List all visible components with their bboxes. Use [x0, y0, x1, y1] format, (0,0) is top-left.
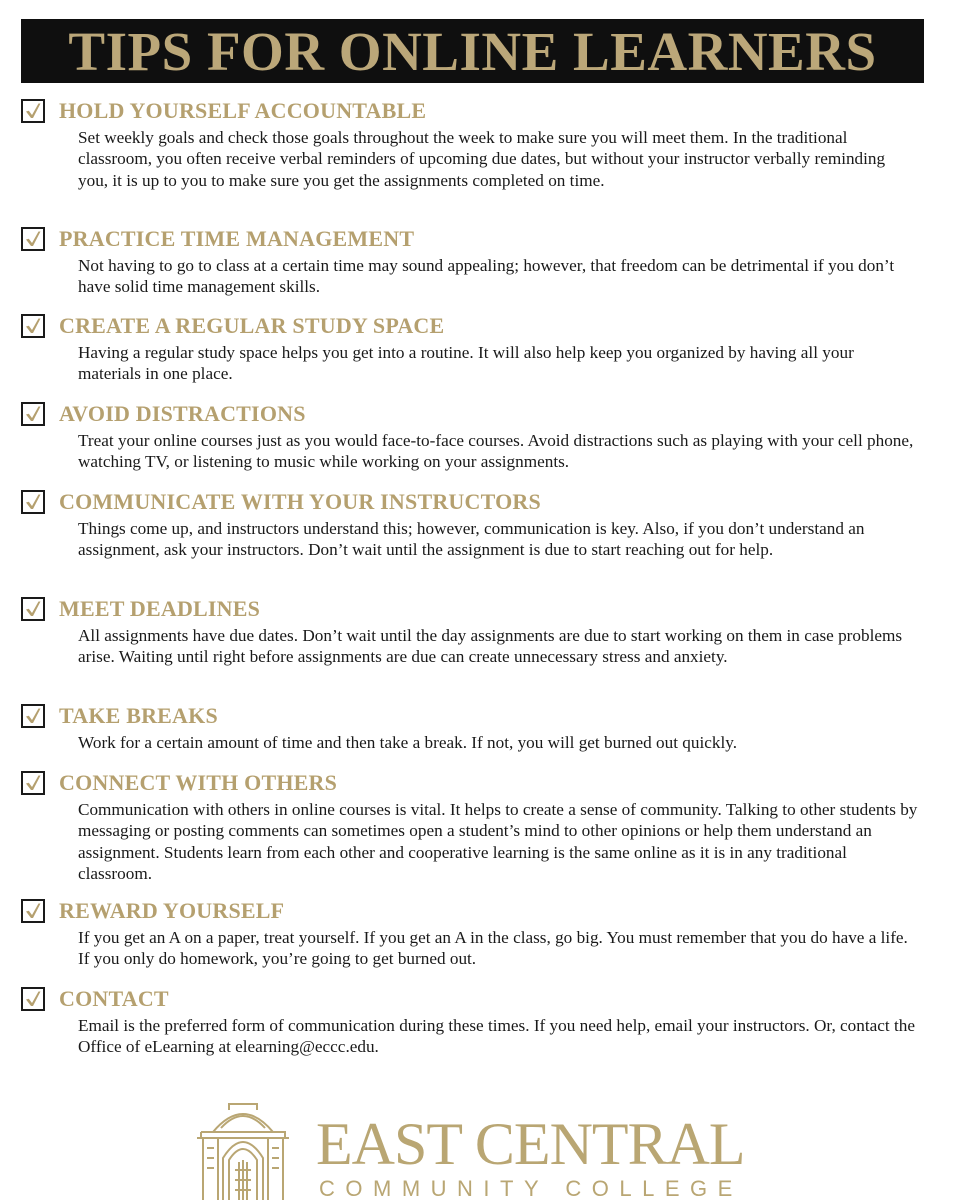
tip-title: COMMUNICATE WITH YOUR INSTRUCTORS	[59, 489, 541, 514]
tip-body: Email is the preferred form of communication during these times. If you need help, email your instructors. Or, contact the Office of eLearning at elearning@eccc.edu.	[78, 1016, 915, 1057]
tip-item	[21, 226, 921, 298]
tip-body: Set weekly goals and check those goals throughout the week to make sure you will meet them. In the traditional classroom, you often receive verbal reminders of upcoming due dates, but without your instructor verbally reminding you, it is up to you to make sure you get the assignments completed on time.	[78, 128, 886, 190]
tip-title: HOLD YOURSELF ACCOUNTABLE	[59, 98, 427, 123]
tip-body: All assignments have due dates. Don’t wait until the day assignments are due to start working on them in case problems arise. Waiting until right before assignments are due can create unnecessary stress and anxiety.	[78, 626, 903, 667]
tip-item	[21, 313, 921, 385]
checkmark-icon	[21, 597, 45, 621]
page-title: TIPS FOR ONLINE LEARNERS	[68, 20, 877, 82]
tip-item	[21, 98, 921, 191]
tip-title: CONNECT WITH OTHERS	[59, 770, 338, 795]
tip-item	[21, 401, 921, 473]
tip-title: MEET DEADLINES	[59, 596, 261, 621]
tip-item	[21, 596, 921, 668]
tip-title: REWARD YOURSELF	[59, 898, 285, 923]
tip-item	[21, 489, 921, 561]
tip-body: Having a regular study space helps you get into a routine. It will also help keep you organized by having all your materials in one place.	[78, 343, 854, 384]
checkmark-icon	[21, 771, 45, 795]
title-banner	[21, 19, 924, 83]
tip-body: Communication with others in online courses is vital. It helps to create a sense of community. Talking to other students by messaging or posting comments can sometimes open a student’s mind to other opinions or help them understand an assignment. Students learn from each other and cooperative learning is the same online as it is in any traditional classroom.	[78, 800, 918, 883]
checkmark-icon	[21, 227, 45, 251]
checkmark-icon	[21, 314, 45, 338]
checkmark-icon	[21, 987, 45, 1011]
checkmark-icon	[21, 704, 45, 728]
checkmark-icon	[21, 899, 45, 923]
tip-title: TAKE BREAKS	[59, 703, 218, 728]
tip-body: Things come up, and instructors understand this; however, communication is key. Also, if you don’t understand an assignment, ask your instructors. Don’t wait until the assignment is due to start reaching out for help.	[78, 519, 865, 560]
checkmark-icon	[21, 490, 45, 514]
tip-body: Work for a certain amount of time and then take a break. If not, you will get burned out quickly.	[78, 733, 738, 752]
tip-item	[21, 986, 921, 1058]
tip-title: CREATE A REGULAR STUDY SPACE	[59, 313, 445, 338]
archway-building-icon	[193, 1098, 293, 1200]
tip-body: If you get an A on a paper, treat yourself. If you get an A in the class, go big. You must remember that you do have a life. If you only do homework, you’re going to get burned out.	[78, 928, 908, 969]
tip-title: AVOID DISTRACTIONS	[59, 401, 306, 426]
college-name: EAST CENTRAL	[316, 1111, 745, 1177]
tip-body: Not having to go to class at a certain time may sound appealing; however, that freedom can be detrimental if you don’t have solid time management skills.	[78, 256, 895, 297]
tip-item	[21, 898, 921, 970]
tip-title: CONTACT	[59, 986, 169, 1011]
tip-item	[21, 703, 921, 753]
checkmark-icon	[21, 402, 45, 426]
tip-body: Treat your online courses just as you would face-to-face courses. Avoid distractions such as playing with your cell phone, watching TV, or listening to music while working on your assignments.	[78, 431, 914, 472]
tip-item	[21, 770, 921, 884]
checkmark-icon	[21, 99, 45, 123]
college-subtitle: COMMUNITY COLLEGE	[319, 1176, 743, 1201]
tip-title: PRACTICE TIME MANAGEMENT	[59, 226, 415, 251]
